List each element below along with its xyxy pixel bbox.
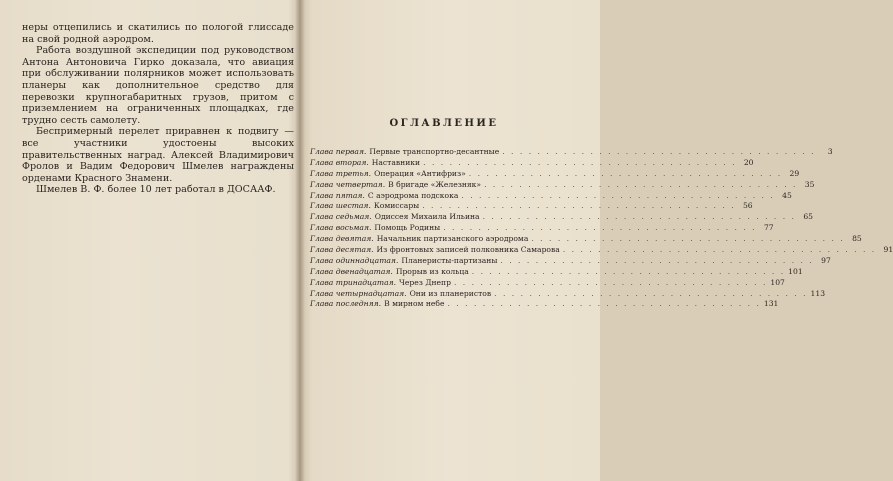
toc-chapter: Глава восьмая.: [310, 223, 372, 233]
toc-chapter: Глава шестая.: [310, 201, 371, 211]
toc-leader: [494, 289, 807, 300]
toc-entry: [310, 157, 754, 169]
toc-entry: [310, 288, 826, 300]
toc-entry: [310, 201, 753, 212]
toc-title: Через Днепр: [399, 277, 451, 287]
toc-leader: [563, 245, 876, 256]
toc-title: Наставники: [371, 157, 421, 167]
toc-chapter: Глава четырнадцатая.: [310, 288, 407, 298]
toc-leader: [483, 212, 796, 223]
toc-page: 20: [743, 157, 754, 167]
toc-title: В мирном небе: [384, 299, 445, 309]
toc-title: Начальник партизанского аэродрома: [376, 234, 529, 244]
toc-entry: [310, 147, 833, 158]
toc-title: Комиссары: [373, 201, 420, 211]
toc-page: 91: [883, 245, 893, 255]
toc-chapter: Глава последняя.: [310, 299, 382, 309]
toc-leader: [423, 158, 736, 169]
toc-leader: [448, 299, 761, 310]
left-page: [22, 22, 294, 196]
toc-leader: [443, 223, 756, 234]
paragraph: Работа воздушной экспедиции под руководством Антона Антоновича Гирко доказала, что авиация при обслуживании полярников может использовать планеры как дополнительное средство для перевозки крупногабаритных грузов, притом с приземлением на ограниченных площадках, где трудно сесть самолету.: [22, 45, 294, 126]
toc-entry: [310, 234, 862, 245]
toc-title: Планеристы-партизаны: [401, 255, 498, 265]
toc-chapter: Глава первая.: [310, 147, 367, 156]
toc-entry: [310, 168, 800, 180]
toc-entry: [310, 190, 792, 202]
toc-title: В бригаде «Железняк»: [388, 179, 482, 189]
toc-title: Прорыв из кольца: [395, 266, 469, 276]
toc-title: Помощь Родины: [374, 223, 441, 233]
toc-chapter: Глава двенадцатая.: [310, 266, 393, 276]
toc-entry: [310, 212, 813, 223]
toc-page: 35: [804, 179, 815, 189]
toc-leader: [484, 180, 797, 191]
toc-leader: [531, 234, 844, 245]
toc-list: [310, 147, 893, 310]
toc-page: 56: [742, 201, 753, 211]
toc-page: 65: [803, 212, 813, 222]
toc-page: 107: [770, 277, 785, 287]
toc-entry: [310, 266, 803, 278]
toc-entry: [310, 223, 774, 234]
toc-chapter: Глава одиннадцатая.: [310, 255, 399, 265]
paragraph: неры отцепились и скатились по пологой глиссаде на свой родной аэродром.: [22, 22, 294, 45]
toc-page: 101: [788, 266, 803, 276]
toc-page: 45: [782, 190, 792, 200]
paragraph: Беспримерный перелет приравнен к подвигу — все участники удостоены высоких правительственных наград. Алексей Владимирович Фролов и Вадим Федорович Шмелев награждены орденами Красного Знамени.: [22, 126, 294, 184]
toc-leader: [454, 278, 767, 289]
toc-page: 97: [821, 255, 831, 265]
toc-title: С аэродрома подскока: [367, 190, 459, 200]
toc-page: 29: [789, 168, 800, 178]
toc-leader: [472, 267, 785, 278]
toc-chapter: Глава десятая.: [310, 245, 374, 255]
toc-entry: [310, 179, 815, 191]
toc-title: Одиссея Михаила Ильина: [374, 212, 480, 222]
toc-chapter: Глава пятая.: [310, 190, 365, 200]
toc-entry: [310, 277, 785, 289]
toc-heading: ОГЛАВЛЕНИЕ: [389, 118, 499, 129]
toc-leader: [461, 191, 774, 202]
toc-chapter: Глава тринадцатая.: [310, 277, 397, 287]
right-page: [310, 118, 893, 310]
toc-leader: [502, 147, 815, 158]
toc-leader: [422, 201, 735, 212]
toc-chapter: Глава девятая.: [310, 234, 374, 244]
toc-entry: [310, 255, 831, 267]
toc-title: Они из планеристов: [409, 288, 492, 298]
toc-chapter: Глава вторая.: [310, 157, 369, 167]
toc-page: 3: [827, 147, 833, 156]
toc-title: Первые транспортно-десантные: [369, 147, 500, 156]
toc-leader: [500, 256, 813, 267]
toc-chapter: Глава третья.: [310, 168, 372, 178]
toc-title: Из фронтовых записей полковника Самарова: [376, 245, 560, 255]
toc-page: 131: [763, 299, 779, 309]
toc-entry: [310, 245, 893, 256]
toc-leader: [469, 169, 782, 180]
toc-chapter: Глава седьмая.: [310, 212, 372, 222]
toc-page: 77: [763, 223, 774, 233]
toc-title: Операция «Антифриз»: [374, 168, 466, 178]
toc-page: 113: [810, 288, 826, 298]
page-gutter: [295, 0, 305, 481]
paragraph: Шмелев В. Ф. более 10 лет работал в ДОСААФ.: [36, 184, 276, 196]
toc-entry: [310, 299, 779, 310]
toc-chapter: Глава четвертая.: [310, 179, 386, 189]
toc-page: 85: [852, 234, 862, 244]
